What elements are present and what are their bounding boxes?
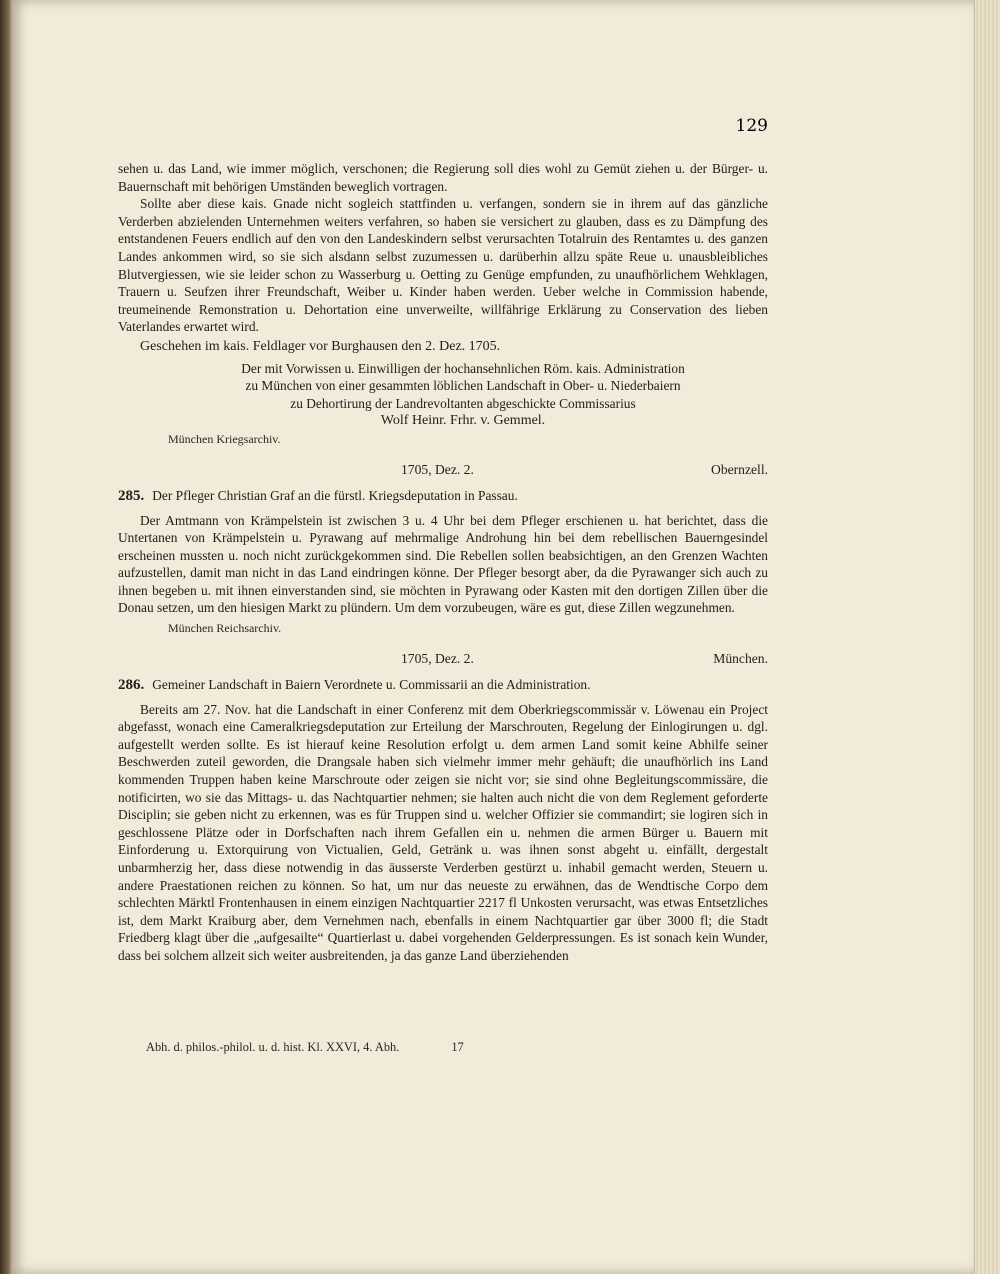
signature-line: zu Dehortirung der Landrevoltanten abgeschickte Commissarius <box>290 395 636 411</box>
signature-block <box>158 360 768 430</box>
given-line: Geschehen im kais. Feldlager vor Burghausen den 2. Dez. 1705. <box>140 338 501 354</box>
document-number: 285. <box>118 487 145 504</box>
document-number: 286. <box>118 677 145 694</box>
signature-name: Wolf Heinr. Frhr. v. Gemmel. <box>380 413 546 429</box>
page-footer <box>118 1040 768 1055</box>
document-place: Obernzell. <box>711 461 768 477</box>
archive-source: München Kriegsarchiv. <box>168 431 281 446</box>
document-date: 1705, Dez. 2. <box>401 461 474 477</box>
continuation-paragraph: sehen u. das Land, wie immer möglich, verschonen; die Regierung soll dies wohl zu Gemüt ziehen u. der Bürger- u. Bauernschaft mit behörigen Umständen beweglich vortragen. <box>118 161 768 194</box>
main-text <box>118 160 768 965</box>
footer-text: Abh. d. philos.-philol. u. d. hist. Kl. XXVI, 4. Abh. <box>146 1040 400 1054</box>
archive-source: München Reichsarchiv. <box>168 621 282 636</box>
document-title: Gemeiner Landschaft in Baiern Verordnete u. Commissarii an die Administration. <box>152 677 591 693</box>
ultimatum-paragraph: Sollte aber diese kais. Gnade nicht sogleich stattfinden u. verfangen, sondern sie in ihrem auf das gänzliche Verderben abzielenden Unternehmen weiters verfahren, so haben sie versichert zu glauben, dass es zu Dämpfung des entstandenen Feuers endlich auf den von den Landeskindern selbst verursachten Totalruin des Rentamtes u. des ganzen Landes ankommen wird, so sie sich alsdann selbst zuzumessen u. darüberhin allzu späte Reue u. unausbleibliches Blutvergiessen, wie sie leider schon zu Wasserburg u. Oetting zu Genüge empfunden, zu unaufhörlichem Wehklagen, Trauern u. Seufzen ihrer Freundschaft, Weiber u. Kinder haben werden. Ueber welche in Commission habende, treumeinende Remonstration u. Dehortation eine unverweilte, willfährige Erklärung zu Conservation des lieben Vaterlandes erwartet wird. <box>118 196 768 335</box>
document-body-286: Bereits am 27. Nov. hat die Landschaft in einer Conferenz mit dem Oberkriegscommissär v. Löwenau ein Project abgefasst, wonach eine Cameralkriegsdeputation zur Erteilung der Marschrouten, Regelung der Einlogirungen u. dgl. aufgestellt werden sollte. Es ist hierauf keine Resolution erfolgt u. dem armen Land somit keine Abhilfe seiner Beschwerden zuteil geworden, die Drangsale haben sich vielmehr immer mehr gehäuft; die unaufhörlich ins Land kommenden Truppen haben keine Marschroute oder zeigen sie nicht vor; sie sind ohne Begleitungscommissäre, die notificirten, wo sie das Mittags- u. das Nachtquartier nehmen; sie halten auch nicht die von dem Reglement geforderte Disciplin; sie geben nicht zu erkennen, was es für Truppen sind u. welcher Offizier sie commandirt; sie logiren sich in geschlossene Plätze oder in Dorfschaften nach ihrem Gefallen ein u. nehmen die armen Bürger u. Bauern mit Einforderung u. Extorquirung von Victualien, Geld, Getränk u. was ihnen sonst abgeht u. einfällt, dergestalt unbarmherzig her, dass diese notwendig in das äusserste Verderben gestürzt u. inhabil gemacht werden, Steuern u. andere Praestationen reichen zu können. So hat, um nur das neueste zu erwähnen, das de Wendtische Corpo dem schlechten Märktl Frontenhausen in einem einzigen Nachtquartier 2217 fl Unkosten verursacht, was etwas Entsetzliches ist, dem Markt Kraiburg aber, dem Vernehmen nach, ebenfalls in einem Nachtquartier gar über 3000 fl; die Stadt Friedberg klagt über die „aufgesailte“ Quartierlast u. dabei vorgehenden Gelderpressungen. Es ist sonach kein Wunder, dass bei solchem allzeit sich weiter ausbreitenden, ja das ganze Land überziehenden <box>118 701 768 963</box>
sheet-number: 17 <box>451 1040 464 1054</box>
document-heading-285 <box>118 487 768 506</box>
document-place: München. <box>713 651 768 667</box>
signature-line: Der mit Vorwissen u. Einwilligen der hochansehnlichen Röm. kais. Administration <box>241 360 685 376</box>
page-edges <box>974 0 1000 1274</box>
dateline-285 <box>118 461 768 479</box>
document-body-285: Der Amtmann von Krämpelstein ist zwischen 3 u. 4 Uhr bei dem Pfleger erschienen u. hat berichtet, dass die Untertanen von Krämpelstein u. Pyrawang auf mehrmalige Androhung hin bei dem rebellischen Bauerngesindel erscheinen mussten u. noch nicht zurückgekommen sind. Die Rebellen sollen beabsichtigen, an den Grenzen Wachten aufzustellen, damit man nicht in das Land eindringen könne. Der Pfleger besorgt aber, da die Pyrawanger sich auch zu ihnen begeben u. mit ihnen einverstanden sind, sie möchten in Pyrawang oder Kasten mit den dortigen Zillen über die Donau setzen, um den hiesigen Markt zu plündern. Um dem vorzubeugen, wäre es gut, diese Zillen wegzunehmen. <box>118 512 768 616</box>
document-title: Der Pfleger Christian Graf an die fürstl. Kriegsdeputation in Passau. <box>152 487 518 503</box>
page-number: 129 <box>735 116 768 136</box>
document-date: 1705, Dez. 2. <box>401 651 474 667</box>
signature-line: zu München von einer gesammten löblichen Landschaft in Ober- u. Niederbaiern <box>245 378 681 394</box>
dateline-286 <box>118 650 768 668</box>
document-heading-286 <box>118 676 768 695</box>
